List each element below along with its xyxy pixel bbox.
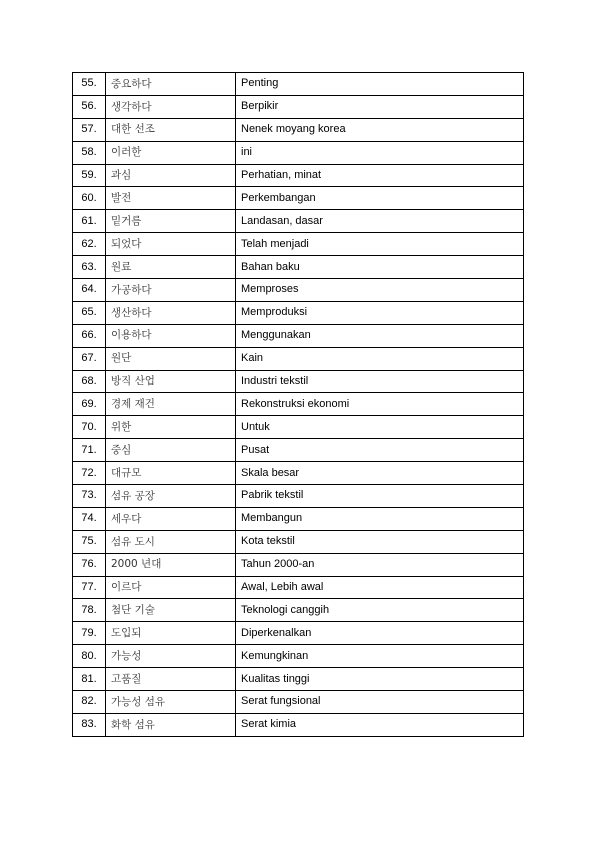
korean-word: 대규모 — [106, 462, 236, 485]
vocabulary-table-body — [73, 73, 524, 737]
table-row — [73, 713, 524, 736]
indonesian-translation: Rekonstruksi ekonomi — [236, 393, 524, 416]
table-row — [73, 118, 524, 141]
indonesian-translation: Berpikir — [236, 95, 524, 118]
row-number: 74. — [73, 507, 106, 530]
korean-word: 되었다 — [106, 233, 236, 256]
korean-word: 화학 섬유 — [106, 713, 236, 736]
indonesian-translation: Serat kimia — [236, 713, 524, 736]
indonesian-translation: Pabrik tekstil — [236, 485, 524, 508]
row-number: 55. — [73, 73, 106, 96]
table-row — [73, 485, 524, 508]
table-row — [73, 324, 524, 347]
table-row — [73, 210, 524, 233]
indonesian-translation: Memproses — [236, 279, 524, 302]
row-number: 80. — [73, 645, 106, 668]
indonesian-translation: Perhatian, minat — [236, 164, 524, 187]
table-row — [73, 576, 524, 599]
indonesian-translation: Menggunakan — [236, 324, 524, 347]
row-number: 71. — [73, 439, 106, 462]
row-number: 59. — [73, 164, 106, 187]
table-row — [73, 301, 524, 324]
row-number: 75. — [73, 530, 106, 553]
row-number: 83. — [73, 713, 106, 736]
korean-word: 이르다 — [106, 576, 236, 599]
row-number: 66. — [73, 324, 106, 347]
indonesian-translation: Kualitas tinggi — [236, 668, 524, 691]
table-row — [73, 439, 524, 462]
row-number: 60. — [73, 187, 106, 210]
korean-word: 생각하다 — [106, 95, 236, 118]
row-number: 68. — [73, 370, 106, 393]
table-row — [73, 256, 524, 279]
indonesian-translation: Penting — [236, 73, 524, 96]
indonesian-translation: Skala besar — [236, 462, 524, 485]
table-row — [73, 233, 524, 256]
row-number: 64. — [73, 279, 106, 302]
korean-word: 도입되 — [106, 622, 236, 645]
row-number: 81. — [73, 668, 106, 691]
korean-word: 2000 년대 — [106, 553, 236, 576]
indonesian-translation: Teknologi canggih — [236, 599, 524, 622]
table-row — [73, 164, 524, 187]
korean-word: 방직 산업 — [106, 370, 236, 393]
table-row — [73, 73, 524, 96]
table-row — [73, 599, 524, 622]
table-row — [73, 347, 524, 370]
row-number: 73. — [73, 485, 106, 508]
table-row — [73, 462, 524, 485]
row-number: 62. — [73, 233, 106, 256]
korean-word: 대한 선조 — [106, 118, 236, 141]
korean-word: 원료 — [106, 256, 236, 279]
indonesian-translation: Tahun 2000-an — [236, 553, 524, 576]
table-row — [73, 187, 524, 210]
indonesian-translation: Nenek moyang korea — [236, 118, 524, 141]
table-row — [73, 279, 524, 302]
indonesian-translation: Perkembangan — [236, 187, 524, 210]
table-row — [73, 691, 524, 714]
indonesian-translation: ini — [236, 141, 524, 164]
row-number: 72. — [73, 462, 106, 485]
table-row — [73, 507, 524, 530]
korean-word: 첨단 기술 — [106, 599, 236, 622]
korean-word: 이용하다 — [106, 324, 236, 347]
row-number: 56. — [73, 95, 106, 118]
korean-word: 발전 — [106, 187, 236, 210]
korean-word: 생산하다 — [106, 301, 236, 324]
korean-word: 이러한 — [106, 141, 236, 164]
row-number: 63. — [73, 256, 106, 279]
indonesian-translation: Membangun — [236, 507, 524, 530]
indonesian-translation: Diperkenalkan — [236, 622, 524, 645]
indonesian-translation: Serat fungsional — [236, 691, 524, 714]
korean-word: 가능성 섬유 — [106, 691, 236, 714]
korean-word: 밑거름 — [106, 210, 236, 233]
korean-word: 세우다 — [106, 507, 236, 530]
indonesian-translation: Kemungkinan — [236, 645, 524, 668]
korean-word: 위한 — [106, 416, 236, 439]
korean-word: 중요하다 — [106, 73, 236, 96]
indonesian-translation: Industri tekstil — [236, 370, 524, 393]
indonesian-translation: Kota tekstil — [236, 530, 524, 553]
indonesian-translation: Memproduksi — [236, 301, 524, 324]
row-number: 77. — [73, 576, 106, 599]
korean-word: 고품질 — [106, 668, 236, 691]
korean-word: 과심 — [106, 164, 236, 187]
korean-word: 가능성 — [106, 645, 236, 668]
row-number: 79. — [73, 622, 106, 645]
korean-word: 가공하다 — [106, 279, 236, 302]
row-number: 82. — [73, 691, 106, 714]
table-row — [73, 645, 524, 668]
row-number: 58. — [73, 141, 106, 164]
row-number: 65. — [73, 301, 106, 324]
korean-word: 원단 — [106, 347, 236, 370]
korean-word: 경제 재건 — [106, 393, 236, 416]
row-number: 76. — [73, 553, 106, 576]
indonesian-translation: Awal, Lebih awal — [236, 576, 524, 599]
indonesian-translation: Kain — [236, 347, 524, 370]
row-number: 61. — [73, 210, 106, 233]
row-number: 67. — [73, 347, 106, 370]
indonesian-translation: Bahan baku — [236, 256, 524, 279]
row-number: 57. — [73, 118, 106, 141]
indonesian-translation: Untuk — [236, 416, 524, 439]
table-row — [73, 622, 524, 645]
row-number: 70. — [73, 416, 106, 439]
table-row — [73, 530, 524, 553]
table-row — [73, 416, 524, 439]
row-number: 78. — [73, 599, 106, 622]
korean-word: 중심 — [106, 439, 236, 462]
vocabulary-table — [72, 72, 524, 737]
korean-word: 섬유 공장 — [106, 485, 236, 508]
table-row — [73, 141, 524, 164]
indonesian-translation: Telah menjadi — [236, 233, 524, 256]
table-row — [73, 393, 524, 416]
indonesian-translation: Pusat — [236, 439, 524, 462]
table-row — [73, 668, 524, 691]
korean-word: 섬유 도시 — [106, 530, 236, 553]
table-row — [73, 95, 524, 118]
indonesian-translation: Landasan, dasar — [236, 210, 524, 233]
row-number: 69. — [73, 393, 106, 416]
table-row — [73, 553, 524, 576]
table-row — [73, 370, 524, 393]
